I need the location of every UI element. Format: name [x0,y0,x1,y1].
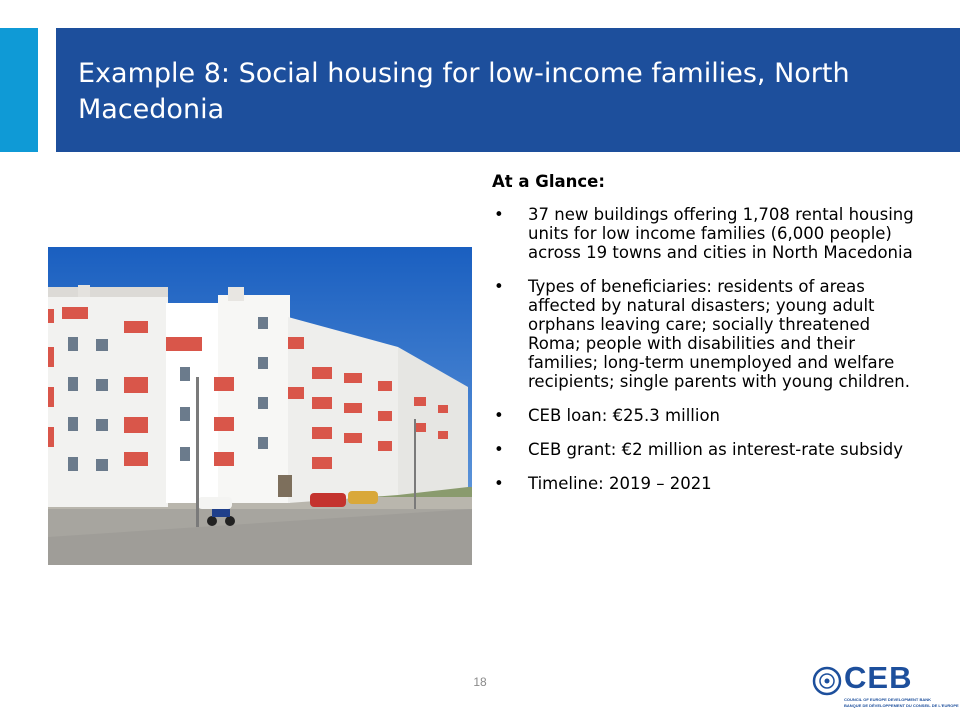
logo-subline-en: COUNCIL OF EUROPE DEVELOPMENT BANK [844,697,932,702]
bullet-list [492,205,922,493]
bullet-text: Types of beneficiaries: residents of areas affected by natural disasters; young adult orphans leaving care; socially threatened Roma; people with disabilities and their families; long-term unemployed and welfare recipients; single parents with young children. [528,277,910,391]
list-item [492,440,922,459]
bullet-text: CEB loan: €25.3 million [528,406,721,425]
list-item [492,474,922,493]
bullet-icon: • [494,440,504,459]
logo-subline-fr: BANQUE DE DÉVELOPPEMENT DU CONSEIL DE L'EUROPE [844,703,959,708]
bullet-icon: • [494,406,504,425]
bullet-icon: • [494,474,504,493]
page-number: 18 [473,675,487,689]
accent-bar [0,28,38,152]
section-heading: At a Glance: [492,172,605,191]
list-item [492,205,922,262]
list-item [492,277,922,391]
bullet-icon: • [494,205,504,224]
bullet-text: 37 new buildings offering 1,708 rental housing units for low income families (6,000 people) across 19 towns and cities in North Macedonia [528,205,914,262]
title-band [56,28,960,152]
bullet-text: Timeline: 2019 – 2021 [528,474,712,493]
ceb-logo [812,660,959,710]
bullet-text: CEB grant: €2 million as interest-rate subsidy [528,440,903,459]
housing-photo [48,247,472,565]
logo-wordmark: CEB [844,660,913,695]
slide-title: Example 8: Social housing for low-income families, North Macedonia [78,58,850,125]
bullet-icon: • [494,277,504,296]
ceb-emblem-icon [812,666,842,696]
list-item [492,406,922,425]
at-a-glance-panel [492,172,922,508]
